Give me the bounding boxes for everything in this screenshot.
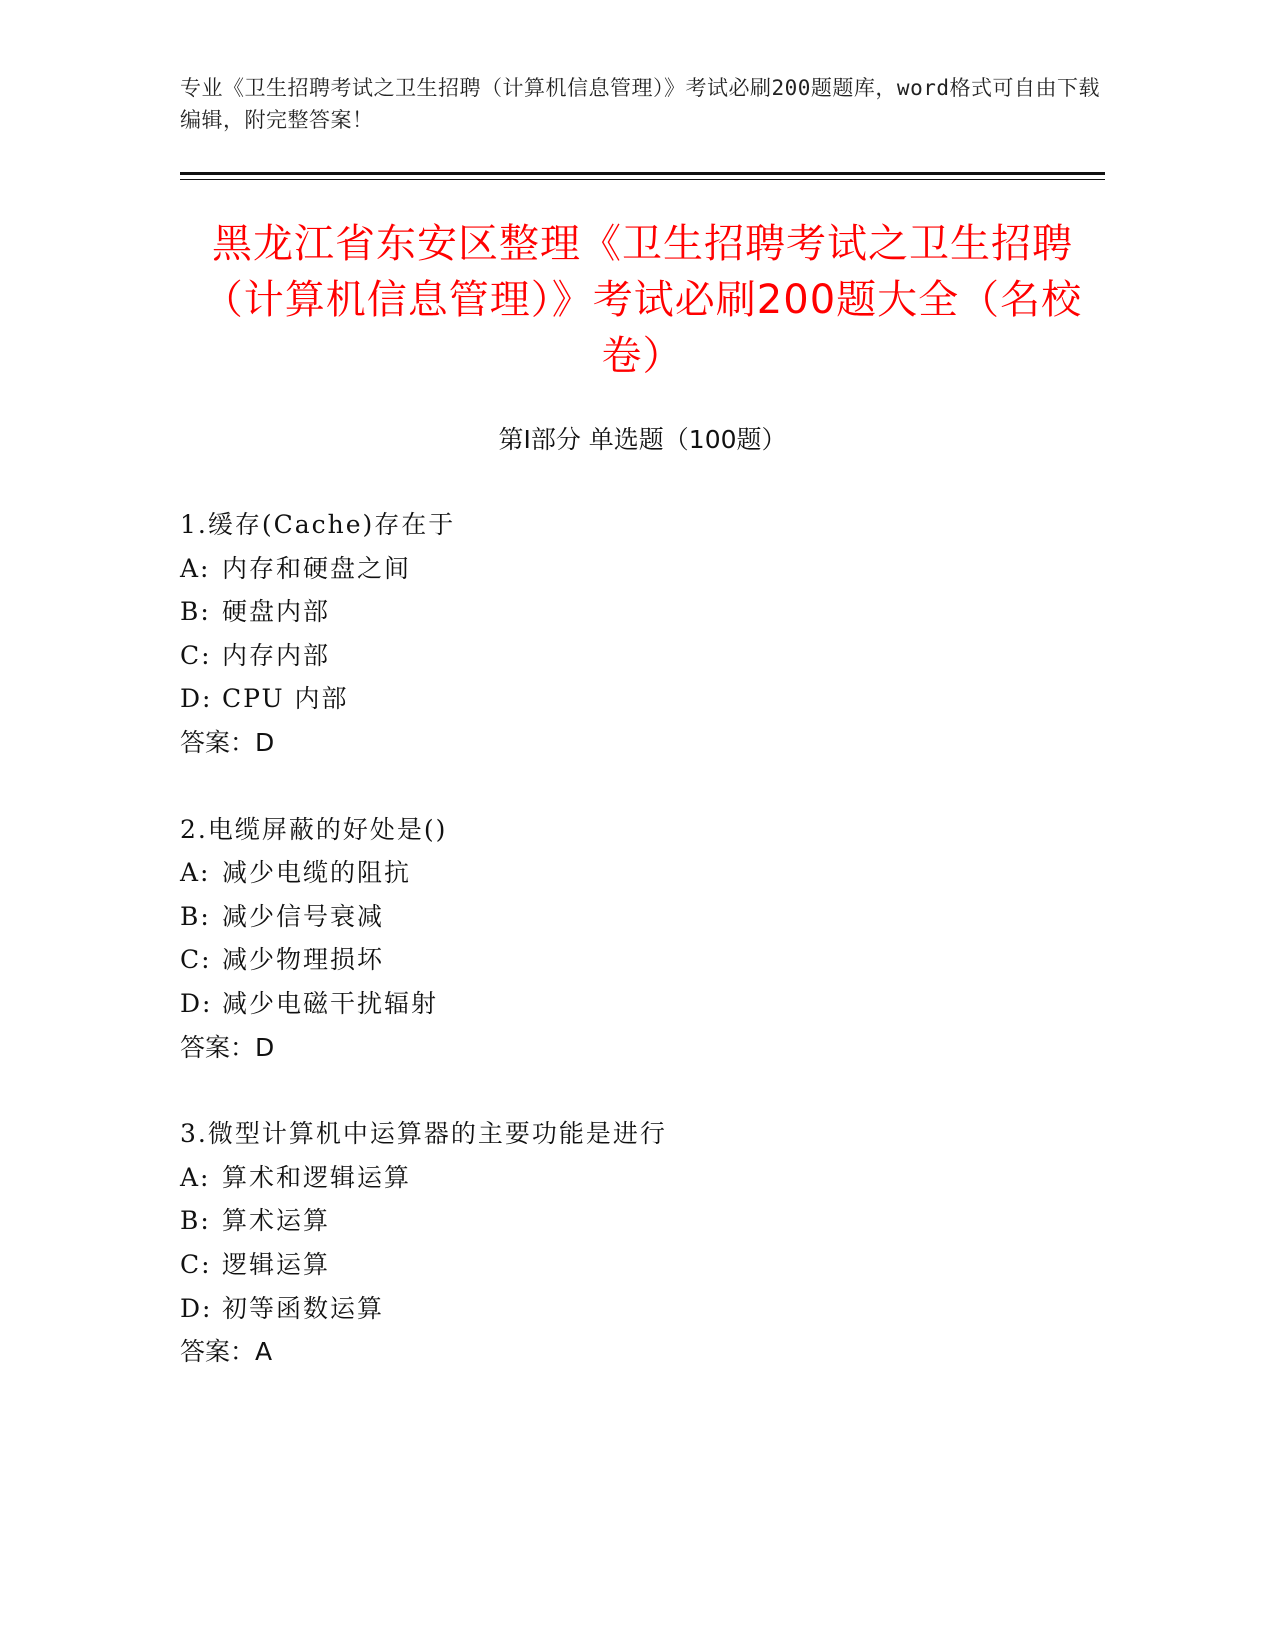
answer: 答案：A <box>180 1337 273 1367</box>
option-label: B: <box>180 901 211 931</box>
option-text: 减少电磁干扰辐射 <box>222 988 439 1018</box>
option-text: 减少物理损坏 <box>222 945 385 975</box>
option-a <box>180 1156 1105 1200</box>
option-text: 内存内部 <box>222 640 331 670</box>
option-d <box>180 677 1105 721</box>
option-text: 逻辑运算 <box>222 1249 331 1279</box>
option-label: D: <box>180 988 213 1018</box>
question-stem: 2.电缆屏蔽的好处是() <box>180 814 448 844</box>
option-text: 算术运算 <box>222 1206 331 1236</box>
question-list <box>180 503 1105 1417</box>
question-3 <box>180 1112 1105 1374</box>
option-c <box>180 634 1105 678</box>
option-d <box>180 1287 1105 1331</box>
document-title: 黑龙江省东安区整理《卫生招聘考试之卫生招聘（计算机信息管理）》考试必刷200题大全（名校卷） <box>202 221 1083 379</box>
option-d <box>180 982 1105 1026</box>
question-1 <box>180 503 1105 765</box>
section-title: 第Ⅰ部分 单选题（100题） <box>498 425 787 454</box>
option-label: D: <box>180 1293 213 1323</box>
option-text: 硬盘内部 <box>222 597 331 627</box>
option-label: A: <box>180 1162 211 1192</box>
option-label: A: <box>180 553 211 583</box>
option-text: 初等函数运算 <box>222 1293 385 1323</box>
option-text: 减少电缆的阻抗 <box>222 858 412 888</box>
option-text: 减少信号衰减 <box>222 901 385 931</box>
option-label: D: <box>180 684 213 714</box>
option-b <box>180 895 1105 939</box>
option-a <box>180 547 1105 591</box>
question-2 <box>180 808 1105 1070</box>
option-c <box>180 938 1105 982</box>
option-text: CPU 内部 <box>222 684 349 714</box>
answer: 答案：D <box>180 1032 275 1062</box>
option-label: A: <box>180 858 211 888</box>
option-label: B: <box>180 1206 211 1236</box>
option-text: 算术和逻辑运算 <box>222 1162 412 1192</box>
header-divider-thin <box>180 179 1105 180</box>
question-stem: 3.微型计算机中运算器的主要功能是进行 <box>180 1119 667 1149</box>
option-label: C: <box>180 1249 212 1279</box>
option-b <box>180 590 1105 634</box>
option-a <box>180 851 1105 895</box>
option-text: 内存和硬盘之间 <box>222 553 412 583</box>
option-label: C: <box>180 945 212 975</box>
option-c <box>180 1243 1105 1287</box>
answer: 答案：D <box>180 727 275 757</box>
option-b <box>180 1199 1105 1243</box>
option-label: C: <box>180 640 212 670</box>
header-note: 专业《卫生招聘考试之卫生招聘（计算机信息管理）》考试必刷200题题库，word格式可自由下载编辑，附完整答案！ <box>180 76 1100 132</box>
header-divider-thick <box>180 172 1105 175</box>
option-label: B: <box>180 597 211 627</box>
question-stem: 1.缓存(Cache)存在于 <box>180 510 456 539</box>
